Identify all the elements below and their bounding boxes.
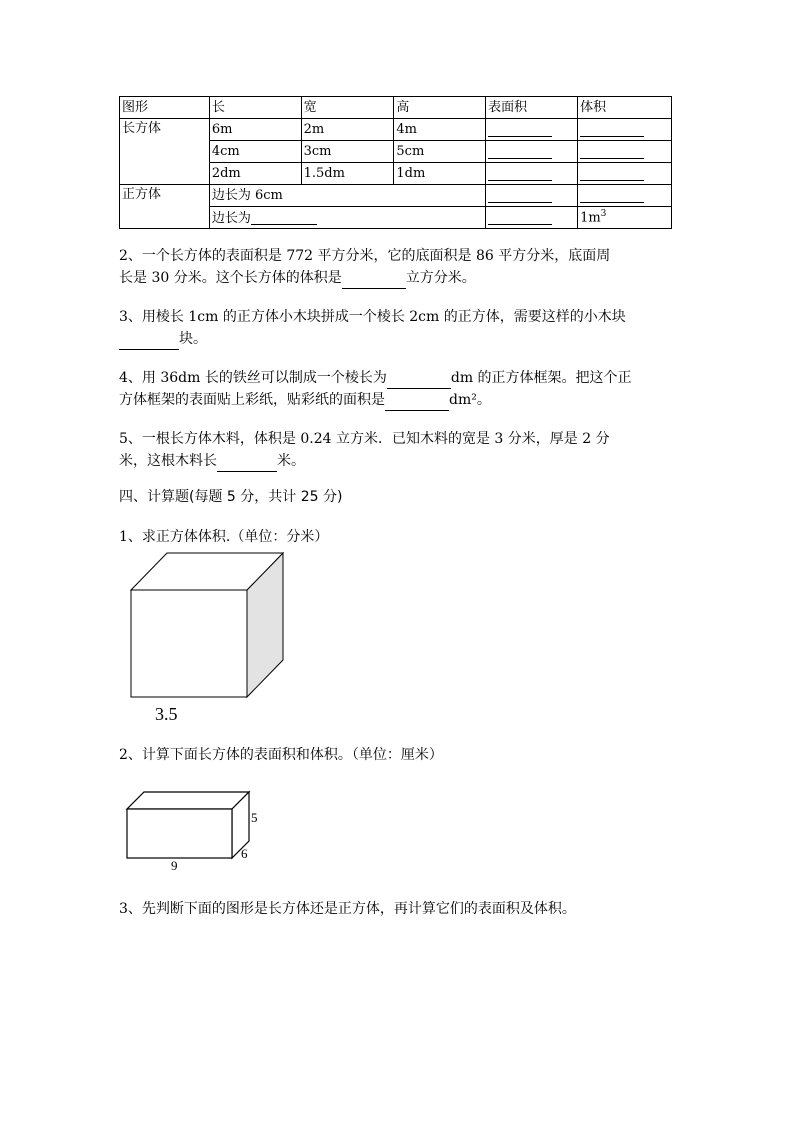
q2-text-b: 立方分米。 [405,270,476,286]
q3-text-b: 块。 [179,331,207,347]
question-4 [119,367,632,411]
cuboid-height-label: 5 [251,810,258,825]
table-header-row [120,97,672,119]
header-surface-area: 表面积 [486,97,578,119]
cell-height: 1dm [394,163,486,185]
calc-2-prompt: 2、计算下面长方体的表面积和体积。（单位：厘米） [119,747,443,763]
question-2-line-1: 2、一个长方体的表面积是 772 平方分米，它的底面积是 86 平方分米，底面周 [119,248,611,264]
q5-text-b: 米。 [277,453,305,469]
cube-edge-label: 3.5 [155,704,178,724]
cuboid-width-label: 6 [241,846,248,861]
cell-length: 6m [209,119,301,141]
cell-length: 4cm [209,141,301,163]
header-height: 高 [394,97,486,119]
surface-area-blank[interactable] [486,141,578,163]
q5-answer-blank[interactable] [217,456,277,472]
cuboid-figure [124,789,254,861]
q4-text-b: dm 的正方体框架。把这个正 [450,370,632,386]
q4-text-c: 方体框架的表面贴上彩纸，贴彩纸的面积是 [119,392,385,408]
volume-blank[interactable] [578,185,672,207]
volume-blank[interactable] [578,141,672,163]
table-row [120,185,672,207]
cube-front-face [131,590,247,697]
question-2 [119,245,610,289]
calc-3-prompt: 3、先判断下面的图形是长方体还是正方体，再计算它们的表面积及体积。 [119,901,576,917]
question-4-line-2 [119,389,632,411]
volume-value: 1m [580,210,601,226]
surface-area-blank[interactable] [486,185,578,207]
cube-edge-prefix: 边长为 [211,210,251,226]
q4-area-blank[interactable] [385,395,449,411]
volume-blank[interactable] [578,163,672,185]
q2-text-a: 长是 30 分米。这个长方体的体积是 [119,270,342,286]
question-4-line-1 [119,367,632,389]
question-2-line-2 [119,267,610,289]
q4-text-d: dm²。 [449,392,491,408]
header-volume: 体积 [578,97,672,119]
cube-edge-unknown [209,207,485,229]
cuboid-length-label: 9 [171,858,178,873]
question-3 [119,306,626,350]
shape-table [119,96,672,229]
section-4-heading: 四、计算题(每题 5 分，共计 25 分) [119,489,343,505]
calc-1-prompt: 1、求正方体体积.（单位：分米） [119,529,329,545]
question-3-line-1: 3、用棱长 1cm 的正方体小木块拼成一个棱长 2cm 的正方体，需要这样的小木块 [119,309,626,325]
cube-volume-value [578,207,672,229]
question-5 [119,428,610,472]
cell-width: 1.5dm [301,163,394,185]
q5-text-a: 米，这根木料长 [119,453,217,469]
edge-length-blank[interactable] [251,211,317,225]
surface-area-blank[interactable] [486,207,578,229]
volume-blank[interactable] [578,119,672,141]
cell-height: 4m [394,119,486,141]
header-shape: 图形 [120,97,210,119]
q3-answer-blank[interactable] [119,334,179,350]
question-5-line-2 [119,450,610,472]
header-width: 宽 [301,97,394,119]
q4-edge-blank[interactable] [387,373,451,389]
surface-area-blank[interactable] [486,163,578,185]
surface-area-blank[interactable] [486,119,578,141]
volume-exponent: 3 [600,209,607,220]
cube-figure [125,548,290,703]
cuboid-label: 长方体 [120,119,210,185]
cell-width: 3cm [301,141,394,163]
cube-label: 正方体 [120,185,210,229]
header-length: 长 [209,97,301,119]
cell-length: 2dm [209,163,301,185]
cell-width: 2m [301,119,394,141]
question-5-line-1: 5、一根长方体木料，体积是 0.24 立方米．已知木料的宽是 3 分米，厚是 2 分 [119,431,610,447]
question-3-line-2 [119,328,626,350]
q4-text-a: 4、用 36dm 长的铁丝可以制成一个棱长为 [119,370,387,386]
cell-height: 5cm [394,141,486,163]
table-row [120,119,672,141]
cuboid-front-face [127,809,232,858]
q2-answer-blank[interactable] [342,273,406,289]
cuboid-top-face [127,792,249,809]
cube-edge-6cm: 边长为 6cm [209,185,485,207]
